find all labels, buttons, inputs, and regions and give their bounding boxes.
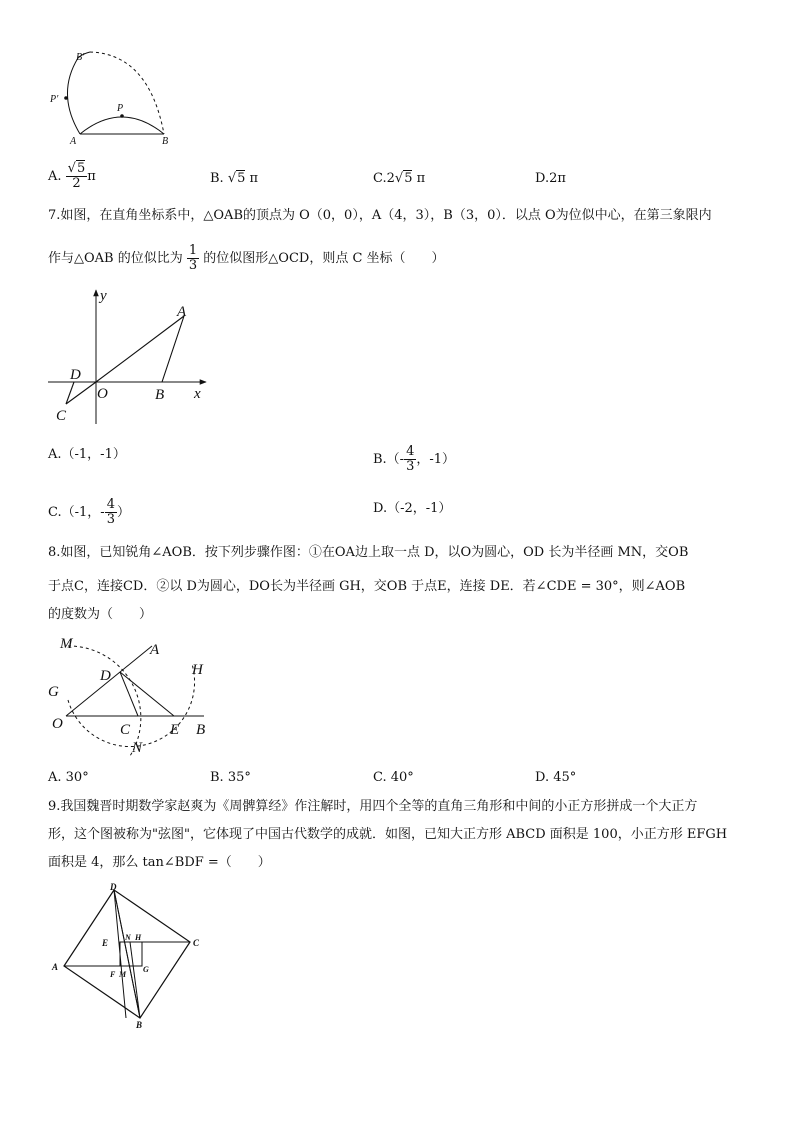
- q6-option-b-radicand: 5: [237, 171, 246, 186]
- q8-label-g: G: [48, 684, 59, 700]
- q8-stem-line3: 的度数为（ ）: [48, 607, 153, 622]
- q7-option-b-pre: B.（-: [373, 452, 405, 467]
- q6-option-a: [48, 162, 96, 191]
- q6-option-b-suffix: π: [249, 171, 259, 186]
- q6-option-d: D.2π: [535, 171, 566, 186]
- q7-figure: [44, 284, 214, 424]
- q8-label-b: B: [196, 722, 206, 738]
- q6-option-c-suffix: π: [416, 171, 426, 186]
- q8-label-o: O: [52, 716, 63, 732]
- q9-label-n: N: [125, 933, 131, 942]
- q7-label-y: y: [100, 288, 107, 304]
- q6-point-p-prime: [64, 96, 68, 100]
- q8-label-a: A: [150, 642, 160, 658]
- q6-figure: [44, 44, 184, 150]
- q8-arc-mn: [68, 646, 141, 756]
- q6-label-b: B: [162, 136, 169, 147]
- q6-option-a-suffix: π: [87, 169, 96, 184]
- q9-stem-line3: 面积是 4，那么 tan∠BDF =（ ）: [48, 855, 271, 870]
- q6-option-a-den: 2: [72, 176, 81, 191]
- q7-option-b: [373, 445, 455, 474]
- q9-label-e: E: [102, 938, 109, 948]
- q8-label-c: C: [120, 722, 131, 738]
- q6-option-c-prefix: C.2: [373, 171, 395, 186]
- q9-label-m: M: [119, 970, 127, 979]
- q7-option-b-fraction: [404, 445, 416, 474]
- q8-label-n: N: [132, 740, 143, 756]
- q8-label-e: E: [170, 722, 180, 738]
- q9-label-g: G: [143, 965, 149, 974]
- q7-label-x: x: [194, 386, 201, 402]
- q6-option-b-prefix: B.: [210, 171, 224, 186]
- q8-option-d: D. 45°: [535, 770, 577, 785]
- q6-option-c: C.2√5 π: [373, 171, 426, 186]
- q7-label-a: A: [177, 304, 187, 320]
- q9-square-efgh: [120, 942, 142, 966]
- q7-stem-line2: [48, 244, 445, 273]
- q9-segment-bn: [130, 942, 140, 1018]
- q7-option-c-post: ）: [116, 505, 130, 520]
- q7-option-a: A.（-1，-1）: [48, 447, 126, 462]
- q7-label-b: B: [155, 387, 165, 403]
- q7-label-d: D: [70, 367, 81, 383]
- q8-label-d: D: [100, 668, 111, 684]
- q6-label-p-prime: P′: [50, 94, 59, 105]
- q6-option-c-radicand: 5: [404, 171, 413, 186]
- q8-figure: [44, 630, 224, 762]
- q7-stem-line2-pre: 作与△OAB 的位似比为: [48, 251, 183, 266]
- q7-ratio-fraction: [187, 244, 199, 273]
- q6-label-b-prime: B′: [76, 52, 85, 63]
- q9-figure: [44, 880, 214, 1030]
- q7-option-b-num: 4: [406, 444, 415, 459]
- q7-option-c: [48, 498, 130, 527]
- q7-stem-line2-post: 的位似图形△OCD，则点 C 坐标（ ）: [203, 251, 445, 266]
- q7-option-c-pre: C.（-1，-: [48, 505, 105, 520]
- q8-label-m: M: [60, 636, 73, 652]
- q8-stem-line1: 8.如图，已知锐角∠AOB．按下列步骤作图：①在OA边上取一点 D，以O为圆心，OD 长为半径画 MN，交OB: [48, 545, 689, 560]
- q7-option-c-fraction: [105, 498, 117, 527]
- q9-stem-line2: 形，这个图被称为"弦图"，它体现了中国古代数学的成就．如图，已知大正方形 ABCD 面积是 100，小正方形 EFGH: [48, 827, 728, 842]
- q6-point-p: [120, 114, 124, 118]
- q8-segment-de: [120, 672, 174, 716]
- q8-label-h: H: [192, 662, 203, 678]
- q7-option-c-den: 3: [106, 512, 115, 527]
- q6-label-a: A: [70, 136, 77, 147]
- q6-solid-arc-left: [67, 52, 90, 134]
- q7-option-d: D.（-2，-1）: [373, 501, 452, 516]
- q6-option-b: B. √5 π: [210, 171, 259, 186]
- q8-stem-line2: 于点C，连接CD．②以 D为圆心，DO长为半径画 GH，交OB 于点E，连接 DE．若∠CDE = 30°，则∠AOB: [48, 579, 686, 594]
- q7-segment-ab: [162, 316, 184, 382]
- q9-label-b: B: [136, 1020, 143, 1030]
- q6-option-a-fraction: $\frac{√5}{2}$: [67, 161, 86, 191]
- q9-label-a: A: [52, 962, 59, 972]
- q9-stem-line1: 9.我国魏晋时期数学家赵爽为《周髀算经》作注解时，用四个全等的直角三角形和中间的小正方形拼成一个大正方: [48, 799, 698, 814]
- q9-label-c: C: [193, 938, 200, 948]
- q9-label-f: F: [110, 970, 116, 979]
- q7-option-c-num: 4: [106, 497, 115, 512]
- q7-stem-line1: 7.如图，在直角坐标系中，△OAB的顶点为 O（0，0），A（4，3），B（3，0）．以点 O为位似中心，在第三象限内: [48, 208, 712, 223]
- q7-label-o: O: [97, 386, 108, 402]
- q6-label-p: P: [117, 103, 124, 114]
- q9-label-d: D: [110, 882, 117, 892]
- q6-option-a-radicand: 5: [76, 161, 86, 176]
- q8-option-a: A. 30°: [48, 770, 89, 785]
- q6-arc-apb: [80, 117, 164, 134]
- q7-label-c: C: [56, 408, 67, 424]
- q7-option-b-post: ，-1）: [416, 452, 456, 467]
- q7-ratio-num: 1: [188, 243, 198, 258]
- q7-segment-oa: [96, 316, 184, 382]
- q9-label-h: H: [135, 933, 142, 942]
- q8-option-b: B. 35°: [210, 770, 251, 785]
- q7-option-b-den: 3: [406, 459, 415, 474]
- q9-segment-bd: [114, 890, 140, 1018]
- q8-option-c: C. 40°: [373, 770, 414, 785]
- q7-ratio-den: 3: [188, 258, 198, 273]
- q6-option-a-prefix: A.: [48, 169, 62, 184]
